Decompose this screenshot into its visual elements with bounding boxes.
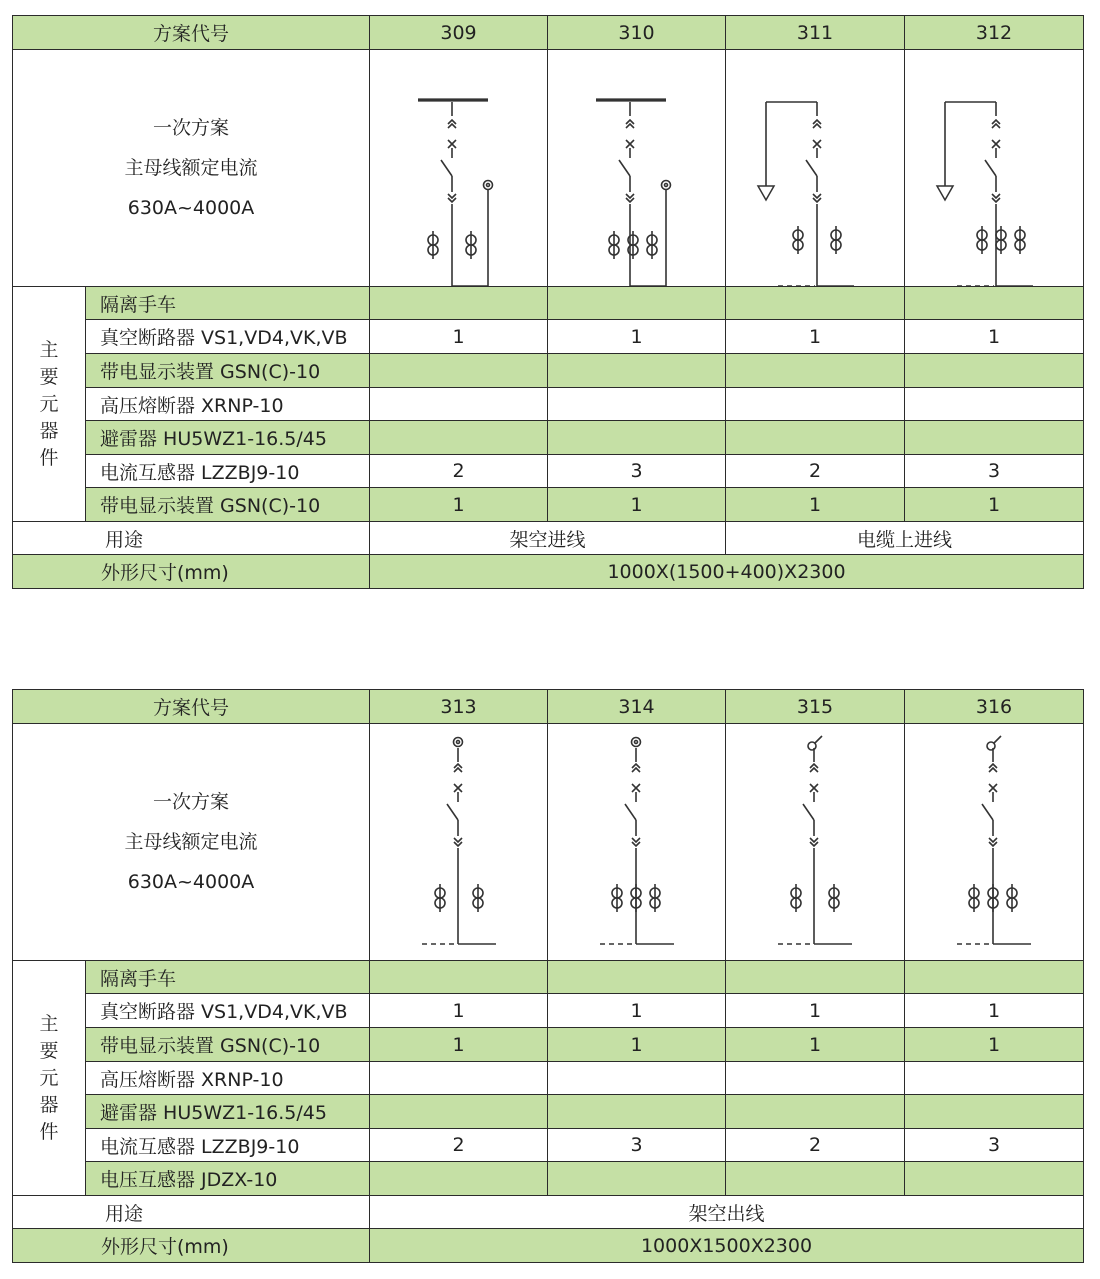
terminal-icon: [662, 181, 671, 190]
diagram-row: [13, 50, 1084, 287]
contact-chevron: [448, 194, 456, 198]
component-name: 真空断路器 VS1,VD4,VK,VB: [86, 994, 370, 1028]
component-qty: [548, 1095, 726, 1129]
current-range: 630A~4000A: [127, 197, 255, 219]
component-qty: 1: [548, 320, 726, 354]
component-qty: 1: [370, 488, 548, 522]
component-row: [13, 994, 1084, 1028]
isolator-terminal-icon: [815, 736, 822, 743]
component-qty: [548, 1062, 726, 1095]
component-qty: [905, 1062, 1084, 1095]
scheme-code: 313: [370, 690, 548, 724]
component-qty: [548, 961, 726, 994]
component-qty: [370, 1062, 548, 1095]
usage-value: 架空出线: [370, 1196, 1084, 1229]
component-qty: 1: [726, 994, 905, 1028]
component-row: [13, 455, 1084, 488]
terminal-icon: [457, 741, 460, 744]
circuit-diagram: [548, 724, 726, 961]
contact-chevron: [626, 124, 634, 128]
busbar-current-label: 主母线额定电流: [124, 157, 258, 179]
scheme-code: 310: [548, 16, 726, 50]
header-row: [13, 16, 1084, 50]
component-name: 隔离手车: [86, 961, 370, 994]
circuit-diagram: [370, 50, 548, 287]
contact-chevron: [810, 768, 818, 772]
component-qty: 2: [370, 455, 548, 488]
component-qty: 2: [726, 455, 905, 488]
component-name: 高压熔断器 XRNP-10: [86, 388, 370, 421]
header-row: [13, 690, 1084, 724]
circuit-diagram: [905, 724, 1084, 961]
component-qty: [370, 354, 548, 388]
terminal-icon: [484, 181, 493, 190]
component-qty: [726, 1162, 905, 1196]
component-qty: [905, 961, 1084, 994]
component-qty: 1: [548, 994, 726, 1028]
component-qty: 1: [370, 1028, 548, 1062]
diagram-row: [13, 724, 1084, 961]
component-qty: [905, 421, 1084, 455]
component-qty: [548, 388, 726, 421]
ground-icon: [758, 186, 774, 200]
component-qty: 1: [905, 488, 1084, 522]
circuit-diagram: [905, 50, 1084, 287]
scheme-title: 一次方案: [153, 791, 230, 813]
component-name: 避雷器 HU5WZ1-16.5/45: [86, 1095, 370, 1129]
terminal-icon: [487, 184, 490, 187]
contact-chevron: [992, 194, 1000, 198]
component-name: 带电显示装置 GSN(C)-10: [86, 354, 370, 388]
scheme-code: 312: [905, 16, 1084, 50]
terminal-icon: [665, 184, 668, 187]
scheme-code: 311: [726, 16, 905, 50]
component-qty: [726, 1062, 905, 1095]
terminal-icon: [454, 738, 463, 747]
component-qty: 1: [905, 1028, 1084, 1062]
contact-chevron: [989, 838, 997, 842]
current-range: 630A~4000A: [127, 871, 255, 893]
component-row: [13, 1028, 1084, 1062]
component-qty: 1: [548, 1028, 726, 1062]
component-qty: 1: [726, 488, 905, 522]
scheme-code: 316: [905, 690, 1084, 724]
component-name: 真空断路器 VS1,VD4,VK,VB: [86, 320, 370, 354]
switch-blade: [625, 804, 636, 820]
scheme-code: 315: [726, 690, 905, 724]
switch-blade: [982, 804, 993, 820]
component-qty: 2: [370, 1129, 548, 1162]
size-value: 1000X1500X2300: [370, 1229, 1084, 1263]
size-row: [13, 1229, 1084, 1263]
component-qty: 1: [905, 994, 1084, 1028]
contact-chevron: [454, 838, 462, 842]
contact-chevron: [626, 194, 634, 198]
usage-row: [13, 522, 1084, 555]
contact-chevron: [813, 124, 821, 128]
component-row: [13, 421, 1084, 455]
contact-chevron: [992, 124, 1000, 128]
component-qty: [548, 1162, 726, 1196]
component-row: [13, 1129, 1084, 1162]
isolator-terminal-icon: [994, 736, 1001, 743]
contact-chevron: [989, 768, 997, 772]
switch-blade: [447, 804, 458, 820]
switch-blade: [985, 160, 996, 176]
usage-row: [13, 1196, 1084, 1229]
component-row: [13, 961, 1084, 994]
circuit-diagram: [548, 50, 726, 287]
circuit-diagram: [726, 724, 905, 961]
component-qty: 1: [905, 320, 1084, 354]
component-qty: 3: [548, 1129, 726, 1162]
component-name: 带电显示装置 GSN(C)-10: [86, 1028, 370, 1062]
usage-label: 用途: [13, 522, 370, 555]
component-qty: [726, 287, 905, 320]
contact-chevron: [448, 124, 456, 128]
component-qty: [548, 287, 726, 320]
usage-value: 电缆上进线: [726, 522, 1084, 555]
component-qty: [905, 1095, 1084, 1129]
contact-chevron: [813, 194, 821, 198]
component-qty: [370, 388, 548, 421]
switch-blade: [803, 804, 814, 820]
usage-label: 用途: [13, 1196, 370, 1229]
component-name: 高压熔断器 XRNP-10: [86, 1062, 370, 1095]
main-components-label: 主 要 元 器 件: [13, 961, 86, 1196]
component-name: 避雷器 HU5WZ1-16.5/45: [86, 421, 370, 455]
switch-blade: [806, 160, 817, 176]
scheme-code-label: 方案代号: [13, 690, 370, 724]
circuit-diagram: [726, 50, 905, 287]
contact-chevron: [632, 838, 640, 842]
contact-chevron: [810, 838, 818, 842]
component-name: 电压互感器 JDZX-10: [86, 1162, 370, 1196]
component-qty: [726, 1095, 905, 1129]
component-name: 隔离手车: [86, 287, 370, 320]
terminal-icon: [635, 741, 638, 744]
contact-chevron: [454, 768, 462, 772]
component-qty: [726, 421, 905, 455]
scheme-info: [13, 50, 370, 287]
component-qty: [905, 1162, 1084, 1196]
component-row: [13, 1095, 1084, 1129]
component-qty: [370, 961, 548, 994]
component-qty: 1: [370, 320, 548, 354]
scheme-code: 314: [548, 690, 726, 724]
component-row: [13, 388, 1084, 421]
switch-blade: [441, 160, 452, 176]
size-row: [13, 555, 1084, 589]
size-value: 1000X(1500+400)X2300: [370, 555, 1084, 589]
component-qty: 2: [726, 1129, 905, 1162]
component-qty: 1: [370, 994, 548, 1028]
component-name: 电流互感器 LZZBJ9-10: [86, 455, 370, 488]
component-qty: [726, 961, 905, 994]
terminal-icon: [632, 738, 641, 747]
component-qty: 1: [726, 1028, 905, 1062]
scheme-code-label: 方案代号: [13, 16, 370, 50]
component-qty: [370, 1095, 548, 1129]
component-qty: [548, 421, 726, 455]
component-qty: [905, 287, 1084, 320]
component-qty: 3: [905, 455, 1084, 488]
component-qty: 3: [548, 455, 726, 488]
component-qty: [370, 421, 548, 455]
size-label: 外形尺寸(mm): [13, 1229, 370, 1263]
component-qty: 1: [548, 488, 726, 522]
component-qty: 3: [905, 1129, 1084, 1162]
component-row: [13, 1162, 1084, 1196]
scheme-info: [13, 724, 370, 961]
main-components-label: 主 要 元 器 件: [13, 287, 86, 522]
scheme-title: 一次方案: [153, 117, 230, 139]
component-qty: [370, 287, 548, 320]
component-row: [13, 1062, 1084, 1095]
component-row: [13, 287, 1084, 320]
size-label: 外形尺寸(mm): [13, 555, 370, 589]
component-row: [13, 488, 1084, 522]
component-qty: [548, 354, 726, 388]
contact-chevron: [632, 768, 640, 772]
scheme-code: 309: [370, 16, 548, 50]
scheme-table-1: [12, 15, 1084, 589]
component-qty: [370, 1162, 548, 1196]
component-qty: [905, 354, 1084, 388]
component-qty: [726, 354, 905, 388]
component-qty: 1: [726, 320, 905, 354]
busbar-current-label: 主母线额定电流: [124, 831, 258, 853]
component-row: [13, 354, 1084, 388]
ground-icon: [937, 186, 953, 200]
component-name: 电流互感器 LZZBJ9-10: [86, 1129, 370, 1162]
component-name: 带电显示装置 GSN(C)-10: [86, 488, 370, 522]
component-row: [13, 320, 1084, 354]
switch-blade: [619, 160, 630, 176]
component-qty: [905, 388, 1084, 421]
usage-value: 架空进线: [370, 522, 726, 555]
scheme-table-2: [12, 689, 1084, 1263]
circuit-diagram: [370, 724, 548, 961]
component-qty: [726, 388, 905, 421]
